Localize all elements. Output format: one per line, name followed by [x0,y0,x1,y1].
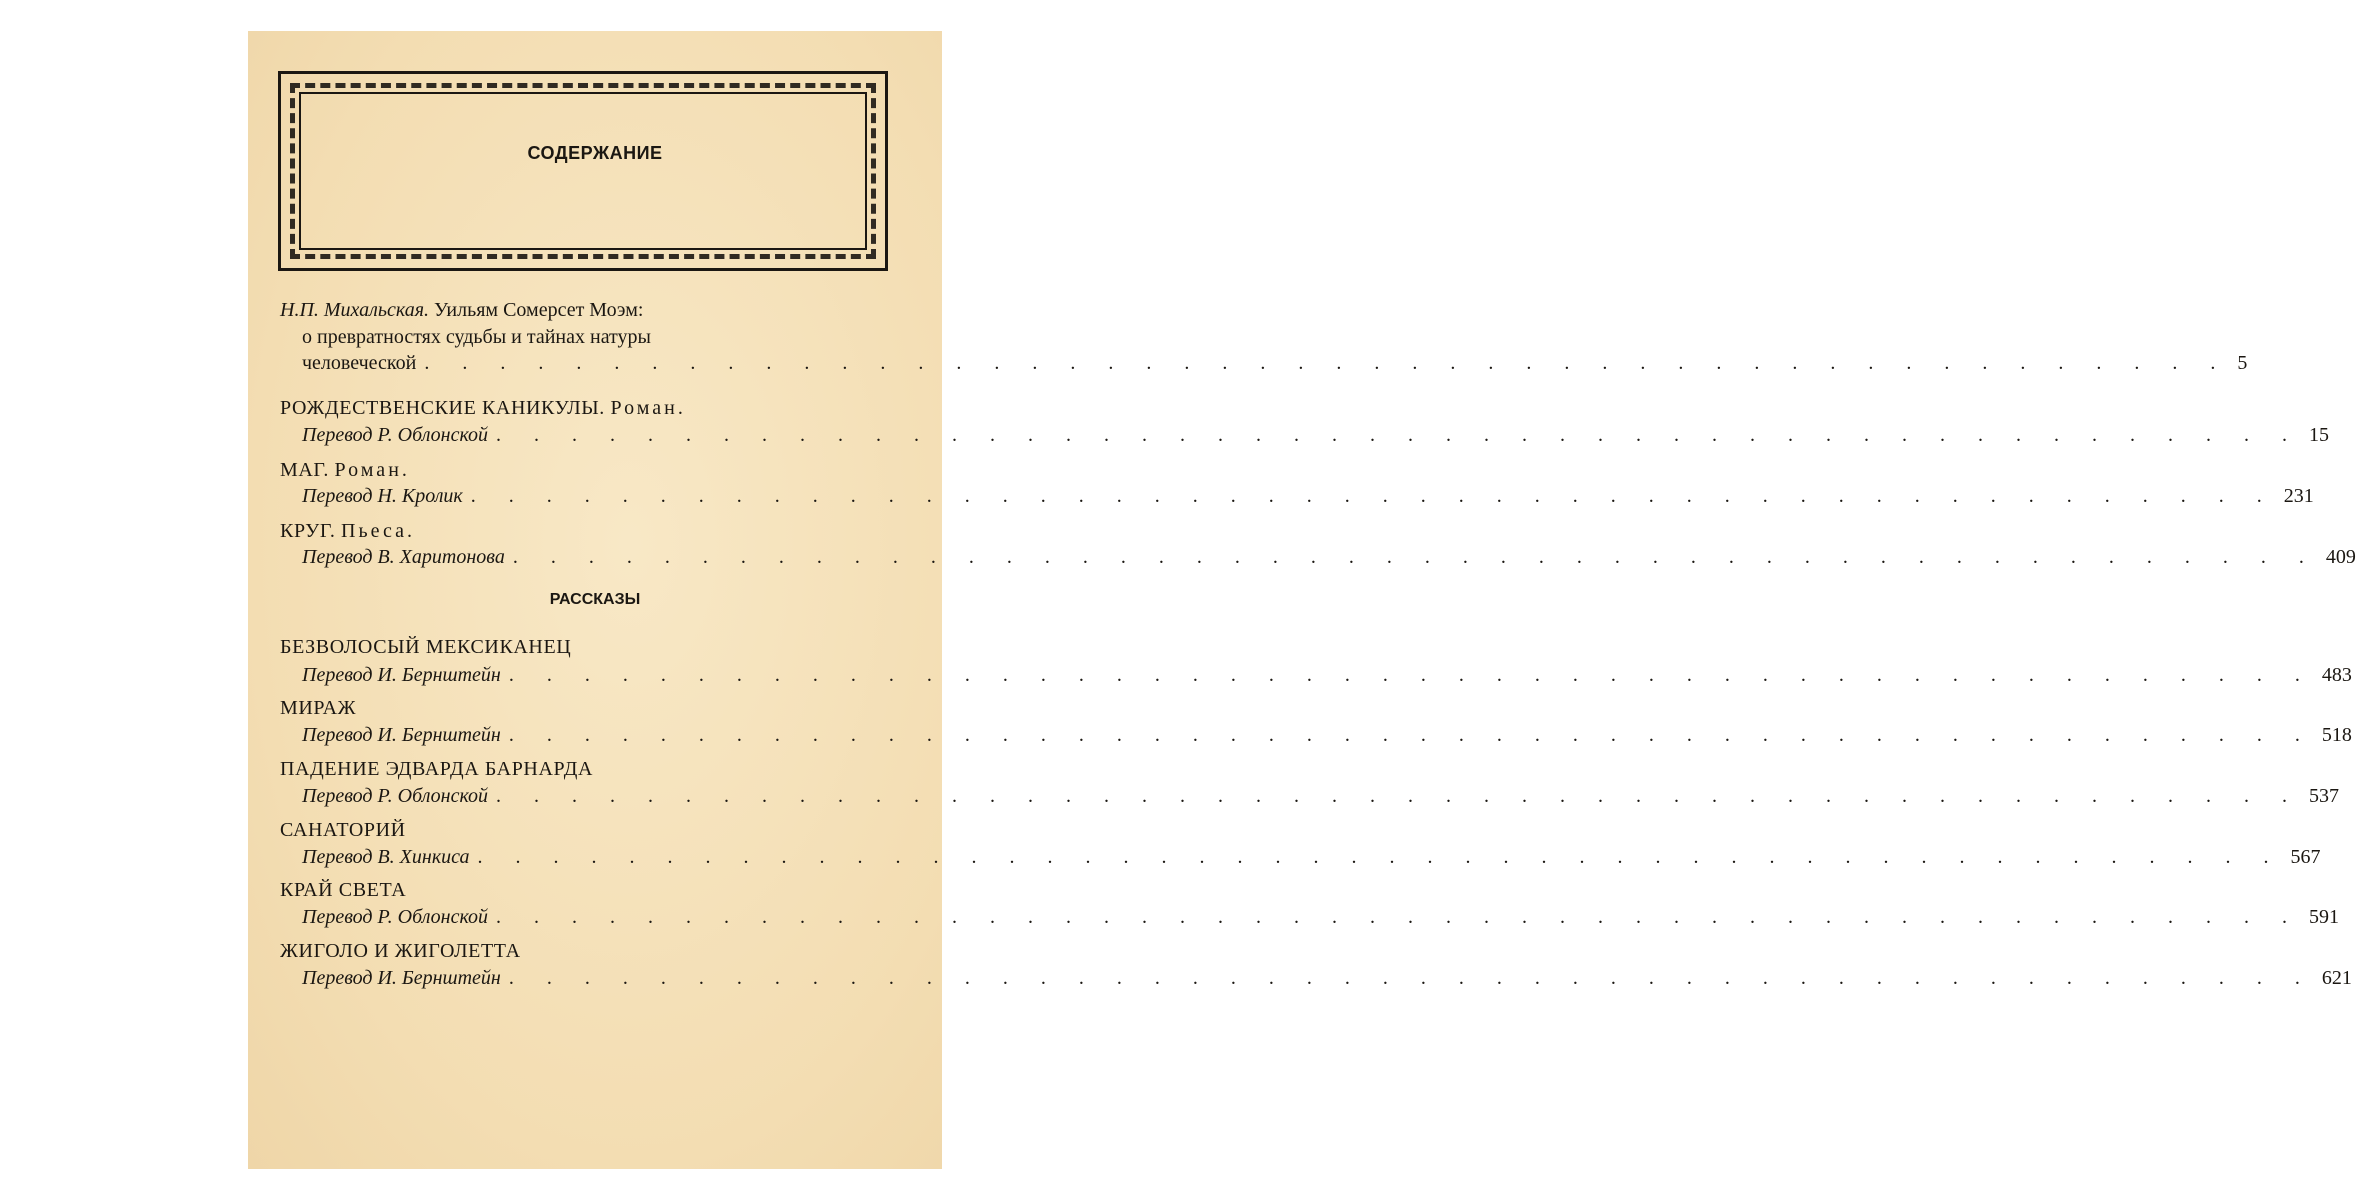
page-number: 15 [2309,424,2330,446]
toc-entry-title [280,519,415,543]
work-title: МАГ. [280,459,329,481]
toc-entry-translator-row [302,784,2340,808]
work-genre: Роман. [334,459,410,481]
translator: Перевод Н. Кролик [302,485,463,507]
story-title: ПАДЕНИЕ ЭДВАРДА БАРНАРДА [280,758,594,780]
page-number: 591 [2309,906,2340,928]
book-page [248,31,2356,1169]
translator: Перевод И. Бернштейн [302,967,501,989]
leader-dots: . . . . . . . . . . . . . . . . . . . . . . . . . . . . . . . . . . . . . . . . . . . . . . . . [496,424,2302,446]
leader-dots: . . . . . . . . . . . . . . . . . . . . . . . . . . . . . . . . . . . . . . . . . . . . . . . . [470,485,2276,507]
page-number: 621 [2321,967,2352,989]
leader-dots: . . . . . . . . . . . . . . . . . . . . . . . . . . . . . . . . . . . . . . . . . . . . . . . . [496,785,2302,807]
work-genre: Роман. [610,397,686,419]
page-number: 409 [2325,546,2356,568]
toc-entry-translator-row [302,723,2352,747]
preface-line-3 [302,351,2248,375]
page-number: 537 [2309,785,2340,807]
work-title: РОЖДЕСТВЕНСКИЕ КАНИКУЛЫ. [280,397,605,419]
page-number: 483 [2321,664,2352,686]
story-title: ЖИГОЛО И ЖИГОЛЕТТА [280,940,521,962]
page-number: 567 [2290,846,2321,868]
leader-dots: . . . . . . . . . . . . . . . . . . . . . . . . . . . . . . . . . . . . . . . . . . . . . . . . [508,664,2314,686]
preface-title-part-1: Уильям Сомерсет Моэм: [434,299,644,321]
preface-line-1 [280,298,643,322]
translator: Перевод Р. Облонской [302,785,489,807]
page-number: 518 [2321,724,2352,746]
story-title: БЕЗВОЛОСЫЙ МЕКСИКАНЕЦ [280,636,572,658]
translator: Перевод И. Бернштейн [302,724,501,746]
leader-dots: . . . . . . . . . . . . . . . . . . . . . . . . . . . . . . . . . . . . . . . . . . . . . . . . [496,906,2302,928]
contents-heading: СОДЕРЖАНИЕ [527,143,663,163]
translator: Перевод В. Харитонова [302,546,505,568]
preface-line-2: о превратностях судьбы и тайнах натуры [302,326,651,348]
leader-dots: . . . . . . . . . . . . . . . . . . . . . . . . . . . . . . . . . . . . . . . . . . . . . . . . [424,352,2230,374]
toc-entry-translator-row [302,545,2356,569]
translator: Перевод И. Бернштейн [302,664,501,686]
translator: Перевод Р. Облонской [302,906,489,928]
leader-dots: . . . . . . . . . . . . . . . . . . . . . . . . . . . . . . . . . . . . . . . . . . . . . . . . [508,967,2314,989]
toc-entry-translator-row [302,905,2340,929]
story-title: КРАЙ СВЕТА [280,879,407,901]
toc-entry-translator-row [302,663,2352,687]
toc-entry-translator-row [302,423,2330,447]
story-title: МИРАЖ [280,697,357,719]
page-number: 231 [2283,485,2314,507]
story-title: САНАТОРИЙ [280,819,406,841]
work-title: КРУГ. [280,520,336,542]
page-number: 5 [2237,352,2248,374]
leader-dots: . . . . . . . . . . . . . . . . . . . . . . . . . . . . . . . . . . . . . . . . . . . . . . . . [508,724,2314,746]
toc-entry-translator-row [302,845,2321,869]
leader-dots: . . . . . . . . . . . . . . . . . . . . . . . . . . . . . . . . . . . . . . . . . . . . . . . . [477,846,2283,868]
toc-entry-title [280,458,410,482]
toc-entry-title [280,396,686,420]
work-genre: Пьеса. [341,520,415,542]
toc-entry-translator-row [302,966,2352,990]
section-heading-stories: РАССКАЗЫ [549,591,641,608]
preface-title-part-3: человеческой [302,352,417,374]
preface-author: Н.П. Михальская. [280,299,430,321]
ornamental-frame [278,71,888,271]
toc-entry-translator-row [302,484,2314,508]
translator: Перевод В. Хинкиса [302,846,470,868]
frame-inner-border [299,92,867,250]
leader-dots: . . . . . . . . . . . . . . . . . . . . . . . . . . . . . . . . . . . . . . . . . . . . . . . . [512,546,2318,568]
translator: Перевод Р. Облонской [302,424,489,446]
